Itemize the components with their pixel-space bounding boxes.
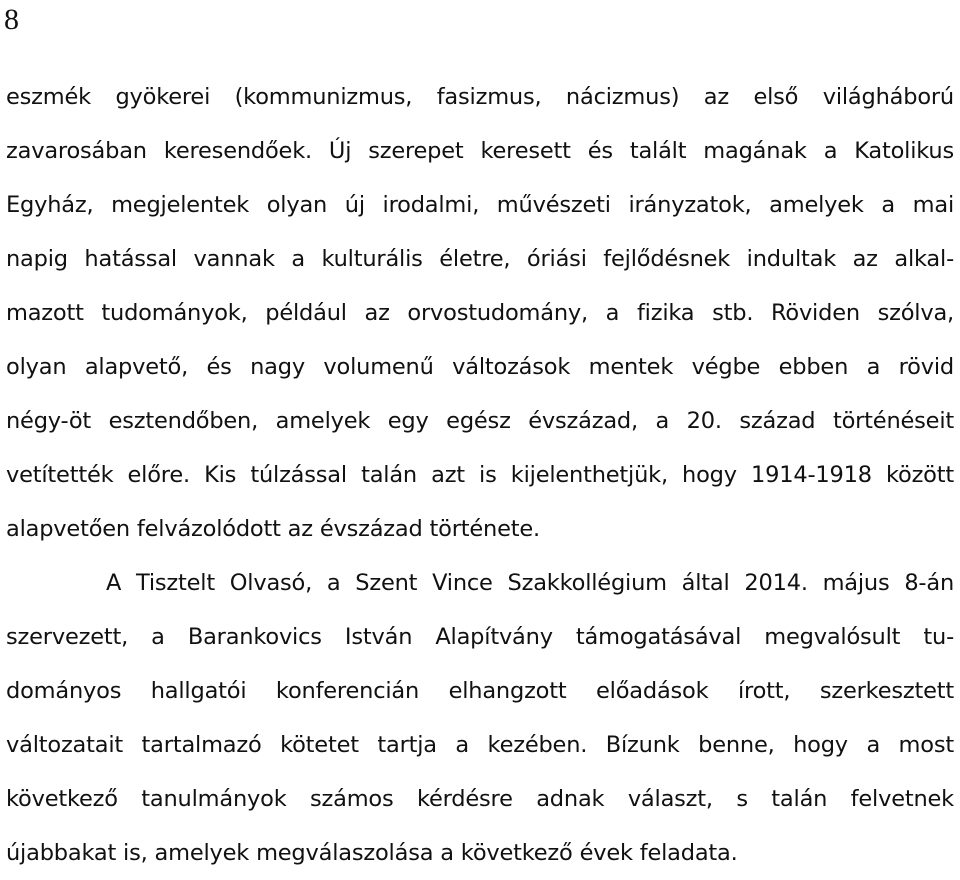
text-line: újabbakat is, amelyek megválaszolása a következő évek feladata. <box>6 840 738 866</box>
text-line: következő tanulmányok számos kérdésre adnak választ, s talán felvetnek <box>6 786 954 812</box>
paragraph-1 <box>6 70 954 556</box>
text-line: A Tisztelt Olvasó, a Szent Vince Szakkollégium által 2014. május 8-án <box>106 570 954 596</box>
text-line: zavarosában keresendőek. Új szerepet keresett és talált magának a Katolikus <box>6 138 954 164</box>
text-line: mazott tudományok, például az orvostudomány, a fizika stb. Röviden szólva, <box>6 300 954 326</box>
page-number: 8 <box>4 3 19 36</box>
paragraph-2 <box>6 556 954 880</box>
text-line: napig hatással vannak a kulturális életre, óriási fejlődésnek indultak az alkal- <box>6 246 954 272</box>
text-line: négy-öt esztendőben, amelyek egy egész évszázad, a 20. század történéseit <box>6 408 954 434</box>
text-line: alapvetően felvázolódott az évszázad története. <box>6 516 540 542</box>
text-line: dományos hallgatói konferencián elhangzott előadások írott, szerkesztett <box>6 678 954 704</box>
text-line: eszmék gyökerei (kommunizmus, fasizmus, nácizmus) az első világháború <box>6 84 954 110</box>
body-text <box>6 70 954 880</box>
text-line: szervezett, a Barankovics István Alapítvány támogatásával megvalósult tu- <box>6 624 954 650</box>
text-line: vetítették előre. Kis túlzással talán azt is kijelenthetjük, hogy 1914-1918 között <box>6 462 954 488</box>
text-line: olyan alapvető, és nagy volumenű változások mentek végbe ebben a rövid <box>6 354 954 380</box>
text-line: változatait tartalmazó kötetet tartja a kezében. Bízunk benne, hogy a most <box>6 732 954 758</box>
text-line: Egyház, megjelentek olyan új irodalmi, művészeti irányzatok, amelyek a mai <box>6 192 954 218</box>
